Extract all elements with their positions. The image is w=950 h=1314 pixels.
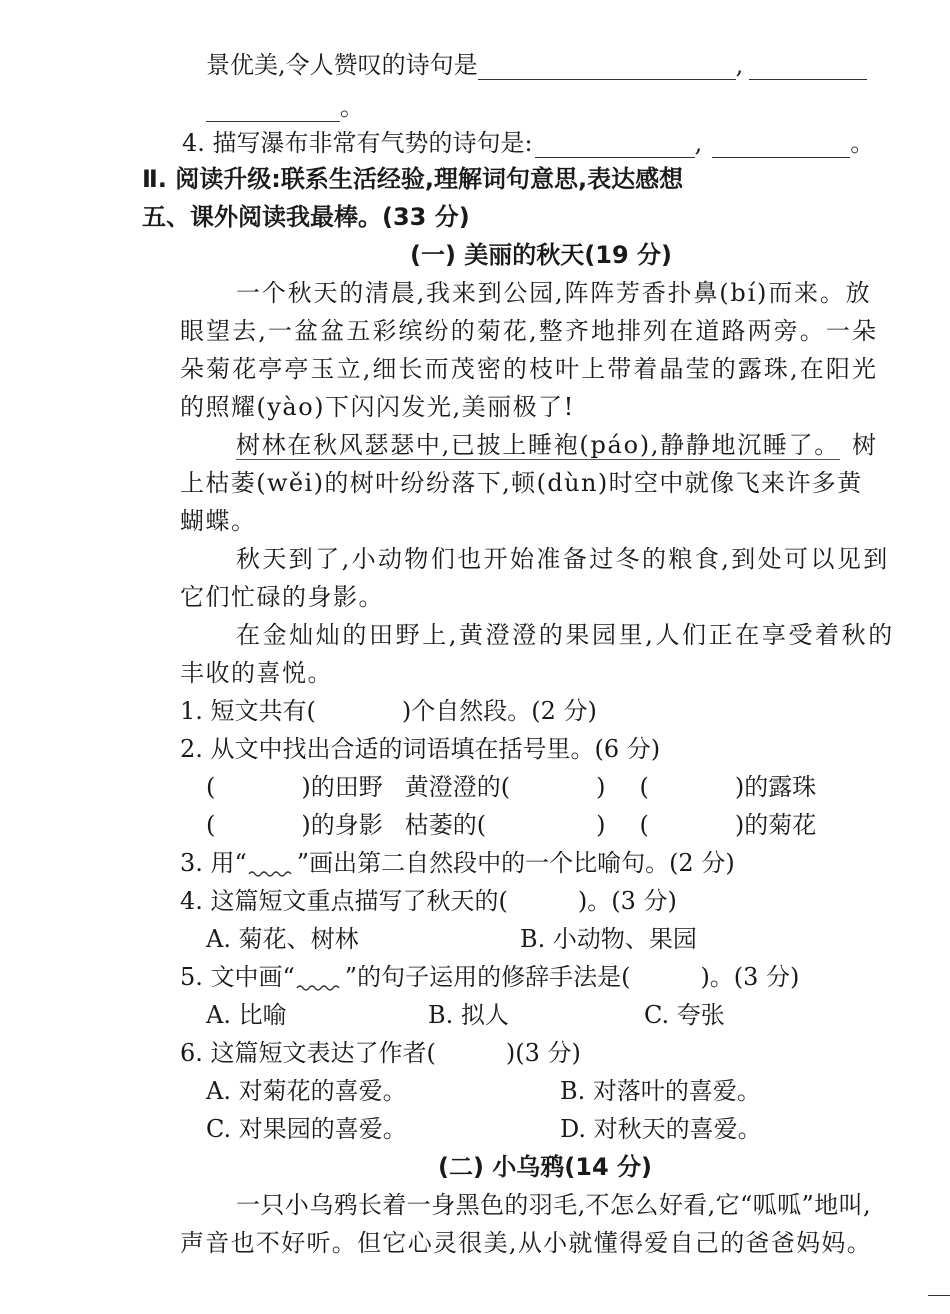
q6-prefix: 6. 这篇短文表达了作者(: [180, 1039, 436, 1067]
answer-blank[interactable]: [749, 53, 867, 80]
passage2-title: (二) 小乌鸦(14 分): [438, 1153, 652, 1181]
q3-prefix: 3. 用“: [180, 849, 247, 877]
part-title: 五、课外阅读我最棒。(33 分): [142, 203, 470, 231]
paren-open: (: [639, 773, 649, 801]
answer-blank[interactable]: [712, 131, 850, 158]
passage-line: 声音也不好听。但它心灵很美,从小就懂得爱自己的爸爸妈妈。: [180, 1229, 873, 1257]
q4-option-b[interactable]: B. 小动物、果园: [520, 925, 697, 953]
passage-line: 一个秋天的清晨,我来到公园,阵阵芳香扑鼻(bí)而来。放: [236, 279, 872, 307]
comma: ,: [735, 51, 744, 79]
q4-suffix: )。(3 分): [577, 887, 677, 915]
passage-line: 丰收的喜悦。: [180, 659, 333, 687]
q3-line-2: [206, 92, 364, 122]
paren-close: ): [596, 811, 606, 839]
question-2: 2. 从文中找出合适的词语填在括号里。(6 分): [180, 735, 661, 763]
q5-option-b[interactable]: B. 拟人: [428, 1001, 509, 1029]
q1-suffix: )个自然段。(2 分): [401, 697, 597, 725]
passage-line: 它们忙碌的身影。: [180, 583, 384, 611]
q4-top-text: 4. 描写瀑布非常有气势的诗句是:: [182, 129, 533, 157]
comma: ,: [694, 129, 703, 157]
q2-item: )的菊花: [734, 811, 817, 839]
q4-top-line: [182, 128, 874, 158]
page-edge-mark: [928, 1295, 950, 1296]
paren-close: ): [596, 773, 606, 801]
q4-prefix: 4. 这篇短文重点描写了秋天的(: [180, 887, 508, 915]
question-5: [180, 962, 799, 992]
underlined-sentence: 树林在秋风瑟瑟中,已披上睡袍(páo),静静地沉睡了。: [236, 431, 841, 459]
wavy-line-icon: [247, 848, 297, 878]
passage-line: 眼望去,一盆盆五彩缤纷的菊花,整齐地排列在道路两旁。一朵: [180, 317, 879, 345]
q3-line: [206, 50, 867, 80]
q5-option-a[interactable]: A. 比喻: [206, 1001, 287, 1029]
q6-option-b[interactable]: B. 对落叶的喜爱。: [560, 1077, 761, 1105]
q6-option-a[interactable]: A. 对菊花的喜爱。: [206, 1077, 407, 1105]
q4-option-a[interactable]: A. 菊花、树林: [206, 925, 359, 953]
passage-line: 上枯萎(wěi)的树叶纷纷落下,顿(dùn)时空中就像飞来许多黄: [180, 469, 863, 497]
q6-option-d[interactable]: D. 对秋天的喜爱。: [560, 1115, 762, 1143]
q5-prefix: 5. 文中画“: [180, 963, 295, 991]
question-1: [180, 696, 597, 726]
q6-option-c[interactable]: C. 对果园的喜爱。: [206, 1115, 407, 1143]
passage-line: 蝴蝶。: [180, 507, 257, 535]
paren-open: (: [206, 811, 216, 839]
q2-row-1: [206, 772, 816, 802]
paren-open: (: [639, 811, 649, 839]
passage-text: 树: [852, 431, 878, 459]
q3-text: 景优美,令人赞叹的诗句是: [206, 51, 478, 79]
q2-item: )的露珠: [734, 773, 817, 801]
answer-blank[interactable]: [478, 53, 736, 80]
passage-line: 的照耀(yào)下闪闪发光,美丽极了!: [180, 393, 575, 421]
q5-option-c[interactable]: C. 夸张: [644, 1001, 725, 1029]
passage-line: [236, 430, 878, 460]
wavy-line-icon: [295, 962, 345, 992]
paren-open: (: [206, 773, 216, 801]
passage-line: 朵菊花亭亭玉立,细长而茂密的枝叶上带着晶莹的露珠,在阳光: [180, 355, 879, 383]
answer-blank[interactable]: [535, 131, 695, 158]
question-3: [180, 848, 735, 878]
section-title: Ⅱ. 阅读升级:联系生活经验,理解词句意思,表达感想: [142, 165, 684, 193]
q2-item: )的身影: [301, 811, 383, 839]
passage-line: 在金灿灿的田野上,黄澄澄的果园里,人们正在享受着秋的: [236, 621, 895, 649]
q2-item: 黄澄澄的(: [404, 773, 511, 801]
period: 。: [340, 93, 364, 121]
question-6: [180, 1038, 581, 1068]
q2-item: 枯萎的(: [404, 811, 487, 839]
q3-suffix: ”画出第二自然段中的一个比喻句。(2 分): [296, 849, 735, 877]
q6-suffix: )(3 分): [505, 1039, 581, 1067]
q5-suffix: )。(3 分): [700, 963, 800, 991]
answer-blank[interactable]: [206, 95, 340, 122]
period: 。: [850, 129, 875, 157]
q2-row-2: [206, 810, 816, 840]
q1-prefix: 1. 短文共有(: [180, 697, 316, 725]
passage-line: 秋天到了,小动物们也开始准备过冬的粮食,到处可以见到: [236, 545, 890, 573]
q5-mid: ”的句子运用的修辞手法是(: [344, 963, 631, 991]
question-4: [180, 886, 677, 916]
q2-item: )的田野: [301, 773, 383, 801]
passage-line: 一只小乌鸦长着一身黑色的羽毛,不怎么好看,它“呱呱”地叫,: [236, 1191, 872, 1219]
passage1-title: (一) 美丽的秋天(19 分): [410, 241, 672, 269]
